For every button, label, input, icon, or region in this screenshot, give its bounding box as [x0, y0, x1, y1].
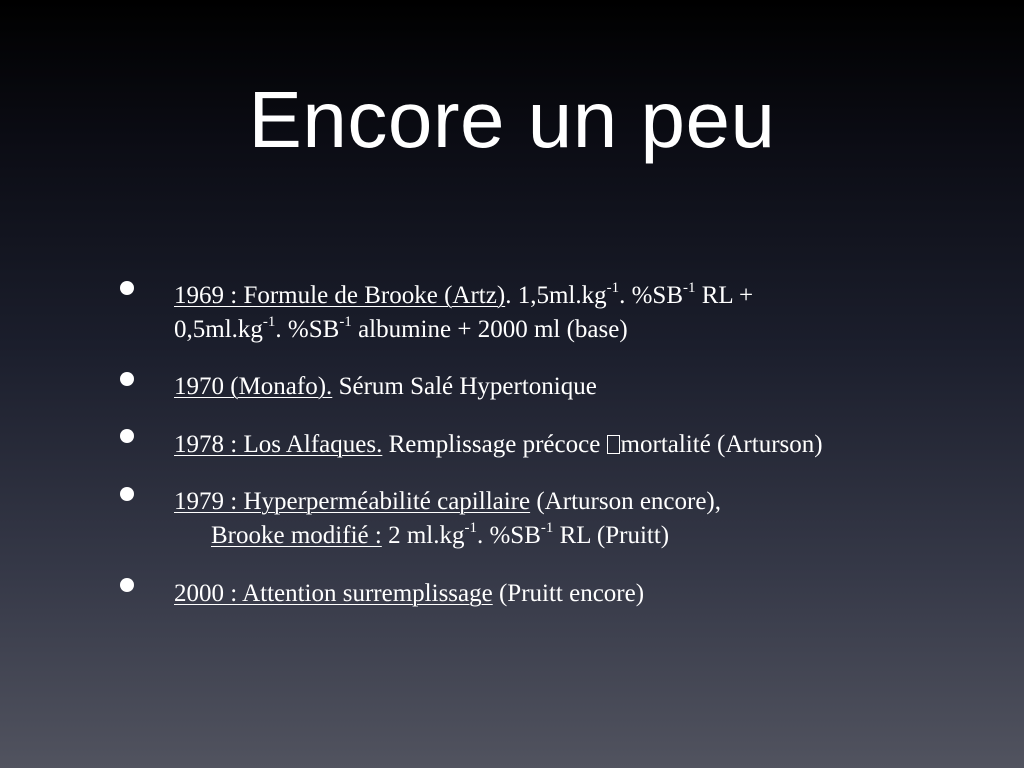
slide-title: Encore un peu	[248, 75, 776, 164]
bullet-dot-icon	[120, 281, 134, 295]
bullet-1969-line-1	[174, 281, 753, 311]
bullet-1978-heading: 1978 : Los Alfaques.	[174, 431, 383, 458]
superscript: -1	[262, 313, 276, 330]
text-segment: albumine + 2000 ml (base)	[351, 316, 628, 343]
text-segment: . 1,5ml.kg	[505, 282, 607, 309]
text-segment: . %SB	[476, 522, 541, 549]
bullet-1970-line-1	[174, 372, 597, 402]
bullet-1979-heading: 1979 : Hyperperméabilité capillaire	[174, 488, 531, 515]
text-segment: mortalité (Arturson)	[620, 431, 823, 458]
superscript: -1	[606, 279, 620, 296]
text-segment: Sérum Salé Hypertonique	[332, 373, 597, 400]
bullet-2000-line-1	[174, 579, 644, 609]
bullet-dot-icon	[120, 487, 134, 501]
bullet-dot-icon	[120, 429, 134, 443]
superscript: -1	[683, 279, 696, 296]
superscript: -1	[339, 313, 352, 330]
bullet-1969-heading: 1969 : Formule de Brooke (Artz)	[174, 282, 506, 309]
bullet-1978-line-1	[174, 430, 823, 460]
text-segment: RL +	[695, 282, 754, 309]
superscript: -1	[464, 519, 477, 536]
bullet-dot-icon	[120, 372, 134, 386]
bullet-2000-heading: 2000 : Attention surremplissage	[174, 580, 493, 607]
text-segment: Remplissage précoce	[382, 431, 607, 458]
text-segment: . %SB	[275, 316, 340, 343]
bullet-1979-subheading: Brooke modifié :	[211, 522, 382, 549]
bullet-1970-heading: 1970 (Monafo).	[174, 373, 333, 400]
text-segment: 2 ml.kg	[381, 522, 465, 549]
superscript: -1	[540, 519, 554, 536]
bullet-1979-line-1	[174, 487, 721, 517]
text-segment: (Arturson encore),	[530, 488, 722, 515]
text-segment: . %SB	[619, 282, 683, 309]
bullet-dot-icon	[120, 578, 134, 592]
text-segment: 0,5ml.kg	[174, 316, 263, 343]
bullet-1969-line-2	[174, 315, 628, 345]
missing-glyph-icon	[607, 435, 620, 454]
text-segment: (Pruitt encore)	[492, 580, 645, 607]
text-segment: RL (Pruitt)	[553, 522, 670, 549]
bullet-1979-line-2	[211, 521, 669, 551]
